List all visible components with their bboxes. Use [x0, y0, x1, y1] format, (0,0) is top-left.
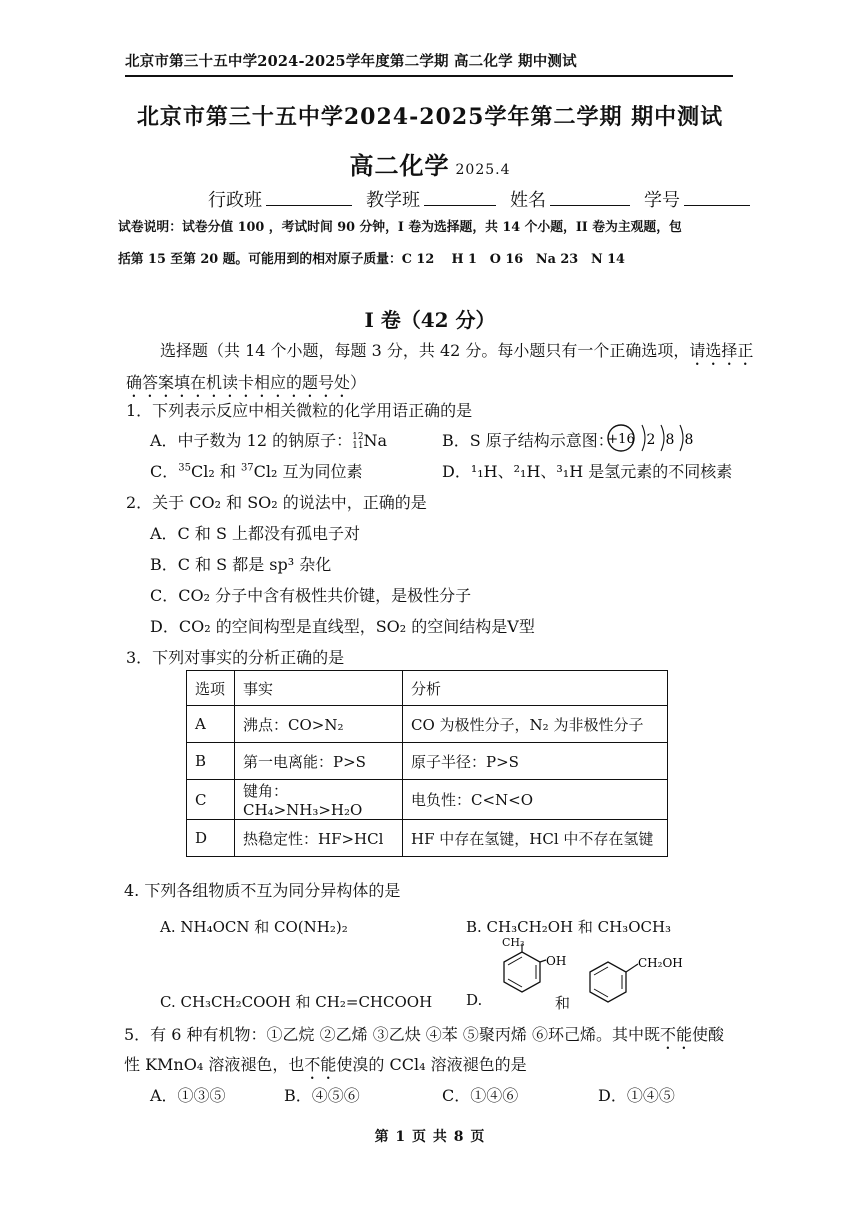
q2-option-c: C．CO₂ 分子中含有极性共价键，是极性分子 — [150, 586, 472, 605]
exam-title: 北京市第三十五中学2024-2025学年第二学期 期中测试 — [136, 104, 724, 130]
header-option: 选项 — [187, 671, 235, 706]
row-option: B — [187, 743, 235, 780]
q1-option-d: D．¹₁H、²₁H、³₁H 是氢元素的不同核素 — [442, 462, 733, 481]
q5-option-b: B．④⑤⑥ — [284, 1086, 360, 1105]
instructions-text: 选择题（共 14 个小题，每题 3 分，共 42 分。每小题只有一个正确选项， — [160, 341, 690, 360]
hydroxyl-label: OH — [546, 954, 567, 968]
q4-option-d-label: D. — [466, 991, 483, 1009]
row-analysis: 电负性：C<N<O — [403, 780, 668, 820]
instructions-emphasis-2: 确答案填在机读卡相应的题号处 — [126, 373, 351, 392]
field-blank-teaching-class[interactable] — [424, 187, 496, 206]
benzyl-alcohol-structure — [578, 952, 688, 1012]
subject-name: 高二化学 — [349, 151, 450, 180]
q2-option-a: A．C 和 S 上都没有孤电子对 — [150, 524, 361, 543]
field-label-class: 行政班 — [208, 190, 262, 211]
q1-option-a — [150, 428, 387, 451]
q5-option-a: A．①③⑤ — [150, 1086, 226, 1105]
row-fact: 键角：CH₄>NH₃>H₂O — [235, 780, 403, 820]
field-label-teaching-class: 教学班 — [366, 190, 420, 211]
row-analysis: CO 为极性分子，N₂ 为非极性分子 — [403, 706, 668, 743]
field-blank-name[interactable] — [550, 187, 630, 206]
q1-mass-number: 12 — [352, 431, 364, 442]
q1-option-a-text: A．中子数为 12 的钠原子： — [150, 431, 353, 450]
q1-option-c-label: C． — [150, 462, 179, 481]
running-header: 北京市第三十五中学2024-2025学年度第二学期 高二化学 期中测试 — [125, 50, 733, 77]
row-option: D — [187, 820, 235, 857]
row-option: A — [187, 706, 235, 743]
hydroxymethyl-label: CH₂OH — [638, 956, 683, 970]
q4-stem: 4. 下列各组物质不互为同分异构体的是 — [124, 881, 401, 900]
field-label-name: 姓名 — [510, 190, 546, 211]
shell-3-electrons: 8 — [684, 432, 694, 448]
q1-sodium-symbol: Na — [363, 431, 388, 450]
table-row — [187, 706, 668, 743]
table-row — [187, 743, 668, 780]
q5-stem-line2-end: 使溴的 CCl₄ 溶液褪色的是 — [336, 1055, 527, 1074]
q2-option-d: D．CO₂ 的空间构型是直线型，SO₂ 的空间结构是V型 — [150, 617, 535, 636]
q5-stem-text: 5．有 6 种有机物：①乙烷 ②乙烯 ③乙炔 ④苯 ⑤聚丙烯 ⑥环己烯。其中既 — [124, 1025, 660, 1044]
q5-stem-mid: 使酸 — [691, 1025, 724, 1044]
field-label-student-id: 学号 — [644, 190, 680, 211]
row-analysis: 原子半径：P>S — [403, 743, 668, 780]
q1-option-b-text: B．S 原子结构示意图： — [442, 431, 614, 450]
nucleus-charge: +16 — [607, 432, 635, 447]
q5-emphasis-1: 不能 — [659, 1025, 692, 1044]
table-header-row — [187, 671, 668, 706]
q5-option-d: D．①④⑤ — [598, 1086, 675, 1105]
exam-note-line-2: 括第 15 至第 20 题。可能用到的相对原子质量：C 12 H 1 O 16 Na 23 N 14 — [118, 252, 625, 267]
header-analysis: 分析 — [403, 671, 668, 706]
q1-stem: 1．下列表示反应中相关微粒的化学用语正确的是 — [126, 401, 473, 420]
field-blank-student-id[interactable] — [684, 187, 750, 206]
q5-emphasis-2: 不能 — [304, 1055, 337, 1074]
row-fact: 热稳定性：HF>HCl — [235, 820, 403, 857]
q4-option-a: A. NH₄OCN 和 CO(NH₂)₂ — [160, 918, 348, 936]
q4-option-d-and: 和 — [555, 994, 571, 1012]
q4-option-c: C. CH₃CH₂COOH 和 CH₂=CHCOOH — [160, 993, 433, 1011]
page-number: 第 1 页 共 8 页 — [374, 1129, 486, 1145]
q3-stem: 3．下列对事实的分析正确的是 — [126, 648, 345, 667]
shell-1-electrons: 2 — [646, 432, 656, 448]
instructions-line-2 — [126, 370, 366, 401]
exam-note-line-1: 试卷说明：试卷分值 100 ，考试时间 90 分钟，I 卷为选择题，共 14 个小题，II 卷为主观题，包 — [118, 220, 682, 235]
sulfur-atom-diagram — [606, 422, 706, 456]
o-cresol-structure — [484, 940, 567, 1010]
q5-stem-line-1 — [124, 1022, 724, 1053]
row-option: C — [187, 780, 235, 820]
exam-date: 2025.4 — [455, 162, 511, 178]
row-fact: 第一电离能：P>S — [235, 743, 403, 780]
q1-option-c — [150, 459, 363, 482]
header-fact: 事实 — [235, 671, 403, 706]
table-row — [187, 820, 668, 857]
table-row — [187, 780, 668, 820]
q5-stem-line2-text: 性 KMnO₄ 溶液褪色，也 — [124, 1055, 305, 1074]
q3-facts-table — [186, 670, 668, 857]
instructions-end: ） — [350, 373, 367, 392]
row-fact: 沸点：CO>N₂ — [235, 706, 403, 743]
q4-option-b: B. CH₃CH₂OH 和 CH₃OCH₃ — [466, 918, 672, 936]
q1-option-c-text-2: Cl₂ 互为同位素 — [253, 462, 363, 481]
q5-option-c: C．①④⑥ — [442, 1086, 519, 1105]
section-title: I 卷（42 分） — [364, 308, 496, 332]
field-blank-class[interactable] — [266, 187, 352, 206]
q1-atomic-number: 11 — [352, 440, 364, 451]
q1-option-b — [442, 428, 614, 451]
q1-cl37-mass: 37 — [240, 462, 254, 474]
q1-option-c-text-1: Cl₂ 和 — [190, 462, 241, 481]
subject-title — [0, 146, 860, 181]
q1-cl35-mass: 35 — [178, 462, 191, 474]
student-info-row — [208, 186, 760, 212]
instructions-line-1 — [160, 338, 753, 369]
q2-option-b: B．C 和 S 都是 sp³ 杂化 — [150, 555, 332, 574]
row-analysis: HF 中存在氢键，HCl 中不存在氢键 — [403, 820, 668, 857]
q5-stem-line-2 — [124, 1052, 527, 1083]
methyl-label: CH₃ — [502, 936, 525, 949]
q2-stem: 2．关于 CO₂ 和 SO₂ 的说法中，正确的是 — [126, 493, 427, 512]
shell-2-electrons: 8 — [665, 432, 675, 448]
instructions-emphasis-1: 请选择正 — [689, 341, 754, 360]
